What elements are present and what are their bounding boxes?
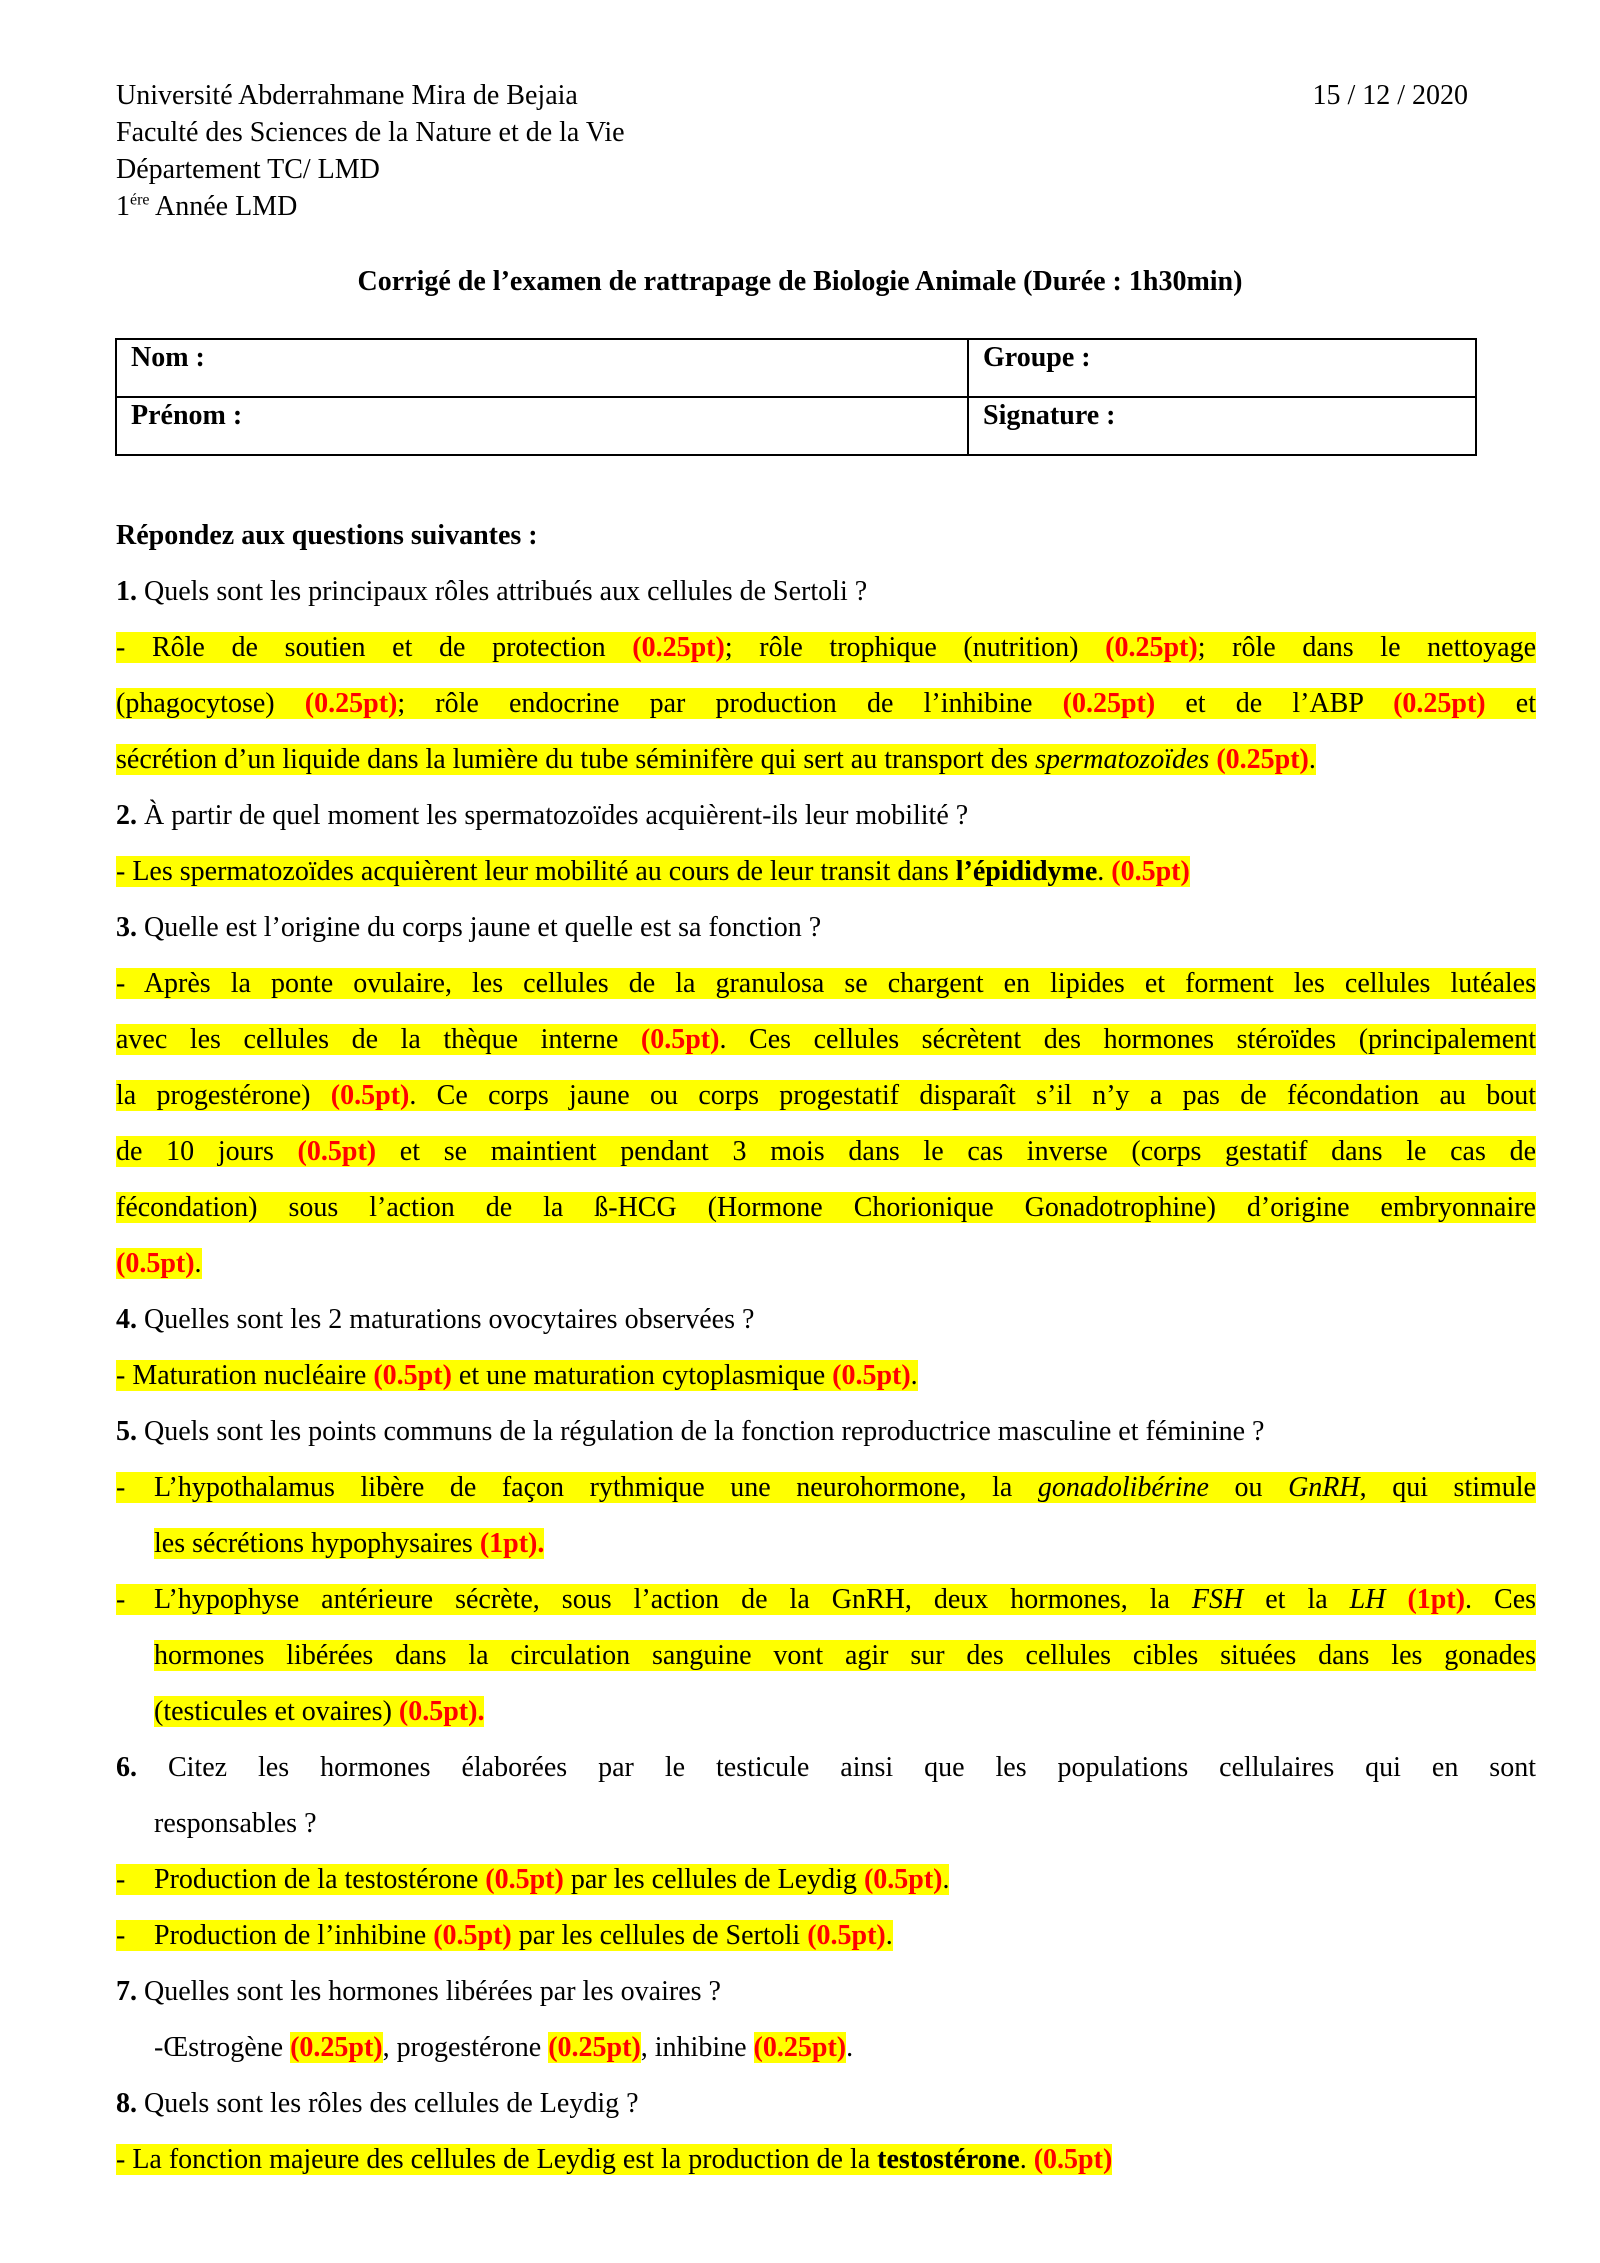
instructions: Répondez aux questions suivantes :: [116, 520, 538, 551]
points: (1pt): [479, 1528, 538, 1559]
nom-field[interactable]: Nom :: [116, 339, 968, 397]
answer-text: (phagocytose): [116, 688, 305, 719]
answer-text: ou: [1208, 1472, 1289, 1503]
answer-5-line-5: [116, 1684, 1536, 1740]
answer-1-line-2: [116, 676, 1536, 732]
question-text: Quels sont les principaux rôles attribués aux cellules de Sertoli ?: [137, 576, 868, 607]
answer-text: Production de l’inhibine: [154, 1920, 434, 1951]
question-number: 1.: [116, 576, 137, 607]
points: (0.5pt): [116, 1248, 195, 1279]
answer-5-line-2: [116, 1516, 1536, 1572]
answer-text: .: [910, 1360, 918, 1391]
points: (0.5pt): [1111, 856, 1190, 887]
points: (0.25pt): [304, 688, 398, 719]
answer-text: .: [846, 2032, 854, 2063]
answer-text: .: [1308, 744, 1316, 775]
answer-1-line-1: [116, 620, 1536, 676]
answer-text: avec les cellules de la thèque interne: [116, 1024, 641, 1055]
answer-3-line-4: [116, 1124, 1536, 1180]
answer-text: et une maturation cytoplasmique: [451, 1360, 833, 1391]
question-7: [116, 1964, 1536, 2020]
answer-text: .: [194, 1248, 202, 1279]
answer-text: , progestérone: [382, 2032, 549, 2063]
question-2: [116, 788, 1536, 844]
answer-text: , qui stimule: [1359, 1472, 1536, 1503]
questions-body: [116, 508, 1536, 2188]
question-number: 8.: [116, 2088, 137, 2119]
question-number: 6.: [116, 1752, 137, 1783]
year-label: Année LMD: [149, 191, 298, 222]
answer-text: et se maintient pendant 3 mois dans le cas inverse (corps gestatif dans le cas de: [376, 1136, 1536, 1167]
bullet-dash: -: [116, 1584, 126, 1615]
question-3: [116, 900, 1536, 956]
answer-text: les sécrétions hypophysaires: [154, 1528, 480, 1559]
answer-text: hormones libérées dans la circulation sanguine vont agir sur des cellules cibles situées dans les gonades: [154, 1640, 1536, 1671]
answer-text: . Ce corps jaune ou corps progestatif disparaît s’il n’y a pas de fécondation au bout: [409, 1080, 1536, 1111]
question-number: 3.: [116, 912, 137, 943]
answer-text: fécondation) sous l’action de la ß-HCG (Hormone Chorionique Gonadotrophine) d’origine embryonnaire: [116, 1192, 1536, 1223]
question-6: [116, 1740, 1536, 1796]
answer-text: par les cellules de Sertoli: [511, 1920, 808, 1951]
answer-5-line-3: [116, 1572, 1536, 1628]
answer-text: ; rôle dans le nettoyage: [1197, 632, 1536, 663]
answer-text: . Ces: [1465, 1584, 1536, 1615]
bullet-dash: -: [116, 1920, 126, 1951]
points: (0.25pt): [1393, 688, 1486, 719]
answer-text: -Œstrogène: [154, 2032, 291, 2063]
answer-text: - Les spermatozoïdes acquièrent leur mobilité au cours de leur transit dans: [116, 856, 956, 887]
year-number: 1: [116, 191, 130, 222]
points: (0.25pt): [290, 2032, 383, 2063]
answer-5-line-1: [116, 1460, 1536, 1516]
points: (0.5pt): [297, 1136, 377, 1167]
answer-text: .: [537, 1528, 545, 1559]
answer-text: , inhibine: [640, 2032, 754, 2063]
question-number: 7.: [116, 1976, 137, 2007]
answer-text-bold: testostérone: [877, 2144, 1020, 2175]
answer-text: - La fonction majeure des cellules de Leydig est la production de la: [116, 2144, 878, 2175]
question-text: Quels sont les points communs de la régulation de la fonction reproductrice masculine et féminine ?: [137, 1416, 1265, 1447]
answer-text-bold: l’épididyme: [955, 856, 1098, 887]
answer-text: et de l’ABP: [1155, 688, 1394, 719]
exam-title: Corrigé de l’examen de rattrapage de Biologie Animale (Durée : 1h30min): [357, 266, 1243, 297]
points: (0.5pt): [373, 1360, 452, 1391]
answer-2-line-1: [116, 844, 1536, 900]
answer-text: .: [1019, 2144, 1034, 2175]
answer-text: sécrétion d’un liquide dans la lumière du tube séminifère qui sert au transport des: [116, 744, 1036, 775]
points: (0.5pt): [485, 1864, 564, 1895]
identity-table: [115, 338, 1477, 456]
answer-text: - Après la ponte ovulaire, les cellules de la granulosa se chargent en lipides et forment les cellules lutéales: [116, 968, 1536, 999]
answer-text: .: [1097, 856, 1112, 887]
answer-3-line-3: [116, 1068, 1536, 1124]
groupe-field[interactable]: Groupe :: [968, 339, 1476, 397]
answer-text: Production de la testostérone: [154, 1864, 486, 1895]
answer-1-line-3: [116, 732, 1536, 788]
answer-7-line-1: [116, 2020, 1536, 2076]
bullet-dash: -: [116, 1472, 126, 1503]
points: (0.25pt): [1062, 688, 1156, 719]
question-4: [116, 1292, 1536, 1348]
answer-3-line-1: [116, 956, 1536, 1012]
answer-4-line-1: [116, 1348, 1536, 1404]
answer-text: .: [942, 1864, 950, 1895]
question-1: [116, 564, 1536, 620]
answer-3-line-5: [116, 1180, 1536, 1236]
answer-text: par les cellules de Leydig: [563, 1864, 864, 1895]
points: (0.25pt): [1105, 632, 1198, 663]
points: (0.5pt): [863, 1864, 943, 1895]
question-number: 2.: [116, 800, 137, 831]
points: (0.5pt): [433, 1920, 512, 1951]
points: (0.5pt): [330, 1080, 410, 1111]
question-text: À partir de quel moment les spermatozoïdes acquièrent-ils leur mobilité ?: [137, 800, 969, 831]
question-5: [116, 1404, 1536, 1460]
answer-text: - Maturation nucléaire: [116, 1360, 374, 1391]
answer-text-italic: LH: [1349, 1584, 1386, 1615]
points: (0.25pt): [632, 632, 725, 663]
answer-text: .: [477, 1696, 485, 1727]
year-level: [116, 189, 297, 225]
bullet-dash: -: [116, 1864, 126, 1895]
answer-6-line-1: [116, 1852, 1536, 1908]
answer-text: .: [885, 1920, 893, 1951]
question-6-cont: responsables ?: [154, 1808, 317, 1839]
spacer: [1385, 1584, 1407, 1615]
points: (0.25pt): [753, 2032, 847, 2063]
answer-text: L’hypophyse antérieure sécrète, sous l’action de la GnRH, deux hormones, la: [154, 1584, 1192, 1615]
answer-text: ; rôle trophique (nutrition): [724, 632, 1106, 663]
year-superscript: ére: [130, 191, 150, 209]
question-text: Quelle est l’origine du corps jaune et quelle est sa fonction ?: [137, 912, 822, 943]
points: (0.25pt): [548, 2032, 641, 2063]
answer-text: et: [1485, 688, 1536, 719]
question-text: Citez les hormones élaborées par le testicule ainsi que les populations cellulaires qui en sont: [137, 1752, 1536, 1783]
points: (0.5pt): [1033, 2144, 1113, 2175]
answer-text: ; rôle endocrine par production de l’inhibine: [397, 688, 1063, 719]
points: (0.5pt): [807, 1920, 886, 1951]
question-text: Quelles sont les 2 maturations ovocytaires observées ?: [137, 1304, 755, 1335]
university-name: Université Abderrahmane Mira de Bejaia: [116, 80, 578, 111]
exam-date: 15 / 12 / 2020: [1312, 80, 1468, 111]
answer-text: de 10 jours: [116, 1136, 298, 1167]
points: (0.5pt): [640, 1024, 720, 1055]
answer-text: (testicules et ovaires): [154, 1696, 399, 1727]
answer-text-italic: FSH: [1191, 1584, 1244, 1615]
answer-text: . Ces cellules sécrètent des hormones stéroïdes (principalement: [719, 1024, 1536, 1055]
answer-8-line-1: [116, 2132, 1536, 2188]
answer-3-line-6: [116, 1236, 1536, 1292]
answer-3-line-2: [116, 1012, 1536, 1068]
question-number: 4.: [116, 1304, 137, 1335]
question-number: 5.: [116, 1416, 137, 1447]
answer-text: - Rôle de soutien et de protection: [116, 632, 633, 663]
department-name: Département TC/ LMD: [116, 154, 380, 185]
answer-text-italic: spermatozoïdes: [1035, 744, 1210, 775]
answer-6-line-2: [116, 1908, 1536, 1964]
question-8: [116, 2076, 1536, 2132]
signature-field[interactable]: Signature :: [968, 397, 1476, 455]
points: (0.5pt): [398, 1696, 478, 1727]
answer-text: L’hypothalamus libère de façon rythmique une neurohormone, la: [154, 1472, 1038, 1503]
points: (1pt): [1407, 1584, 1466, 1615]
prenom-field[interactable]: Prénom :: [116, 397, 968, 455]
answer-text: la progestérone): [116, 1080, 331, 1111]
question-text: Quelles sont les hormones libérées par les ovaires ?: [137, 1976, 721, 2007]
faculty-name: Faculté des Sciences de la Nature et de la Vie: [116, 117, 625, 148]
question-text: Quels sont les rôles des cellules de Leydig ?: [137, 2088, 639, 2119]
points: (0.5pt): [832, 1360, 911, 1391]
points: (0.25pt): [1216, 744, 1309, 775]
answer-text-italic: GnRH: [1288, 1472, 1360, 1503]
answer-5-line-4: [116, 1628, 1536, 1684]
answer-text-italic: gonadolibérine: [1037, 1472, 1209, 1503]
answer-text: et la: [1243, 1584, 1350, 1615]
